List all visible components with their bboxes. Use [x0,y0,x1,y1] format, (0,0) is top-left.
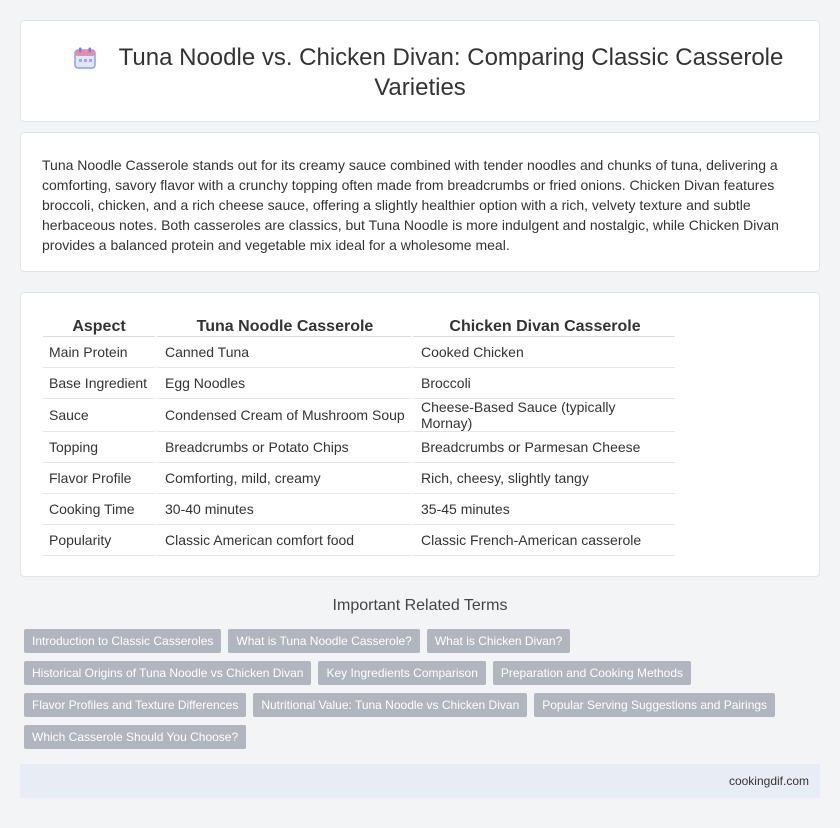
table-header-row [43,315,675,337]
related-tag[interactable]: Popular Serving Suggestions and Pairings [534,693,775,717]
table-cell: Canned Tuna [155,337,411,368]
table-cell: Base Ingredient [43,368,155,399]
related-terms-list [24,629,820,757]
header-aspect: Aspect [43,315,155,337]
table-cell: 30-40 minutes [155,494,411,525]
table-row [43,337,675,368]
table-cell: Cheese-Based Sauce (typically Mornay) [411,399,675,432]
table-cell: Breadcrumbs or Potato Chips [155,432,411,463]
table-cell: Classic American comfort food [155,525,411,556]
table-cell: Breadcrumbs or Parmesan Cheese [411,432,675,463]
table-cell: Flavor Profile [43,463,155,494]
related-tag[interactable]: Historical Origins of Tuna Noodle vs Chicken Divan [24,661,311,685]
page-title-line2: Varieties [374,74,466,101]
related-tag[interactable]: Key Ingredients Comparison [318,661,485,685]
page-title-line1: Tuna Noodle vs. Chicken Divan: Comparing Classic Casserole [118,44,784,71]
table-cell: Classic French-American casserole [411,525,675,556]
table-cell: Rich, cheesy, slightly tangy [411,463,675,494]
table-cell: Topping [43,432,155,463]
table-cell: Condensed Cream of Mushroom Soup [155,399,411,432]
table-cell: Broccoli [411,368,675,399]
header-chicken: Chicken Divan Casserole [411,315,675,337]
table-cell: Comforting, mild, creamy [155,463,411,494]
table-row [43,463,675,494]
footer-site-link[interactable]: cookingdif.com [728,774,809,788]
related-tag[interactable]: Preparation and Cooking Methods [493,661,691,685]
related-tag[interactable]: Introduction to Classic Casseroles [24,629,221,653]
table-cell: 35-45 minutes [411,494,675,525]
related-tag[interactable]: What is Chicken Divan? [427,629,570,653]
header-card [20,20,820,122]
related-tag[interactable]: Nutritional Value: Tuna Noodle vs Chicken Divan [253,693,527,717]
summary-card [20,132,820,272]
related-tag[interactable]: What is Tuna Noodle Casserole? [228,629,419,653]
table-row [43,432,675,463]
table-cell: Sauce [43,399,155,432]
table-cell: Cooked Chicken [411,337,675,368]
table-cell: Main Protein [43,337,155,368]
table-cell: Popularity [43,525,155,556]
page-title [21,43,819,103]
table-row [43,525,675,556]
related-tag[interactable]: Flavor Profiles and Texture Differences [24,693,246,717]
table-row [43,368,675,399]
comparison-table-card [20,292,820,577]
table-cell: Cooking Time [43,494,155,525]
header-tuna: Tuna Noodle Casserole [155,315,411,337]
summary-text: Tuna Noodle Casserole stands out for its creamy sauce combined with tender noodles and chunks of tuna, delivering a comforting, savory flavor with a crunchy topping often made from breadcrumbs or fried onions. Chicken Divan features broccoli, chicken, and a rich cheese sauce, offering a slightly healthier option with a rich, velvety texture and subtle herbaceous notes. Both casseroles are classics, but Tuna Noodle is more indulgent and nostalgic, while Chicken Divan provides a balanced protein and vegetable mix ideal for a wholesome meal. [42,157,779,253]
table-row [43,494,675,525]
footer [20,764,820,798]
related-tag[interactable]: Which Casserole Should You Choose? [24,725,246,749]
table-row [43,399,675,432]
related-terms-heading: Important Related Terms [332,597,508,614]
comparison-table [43,315,675,556]
table-cell: Egg Noodles [155,368,411,399]
